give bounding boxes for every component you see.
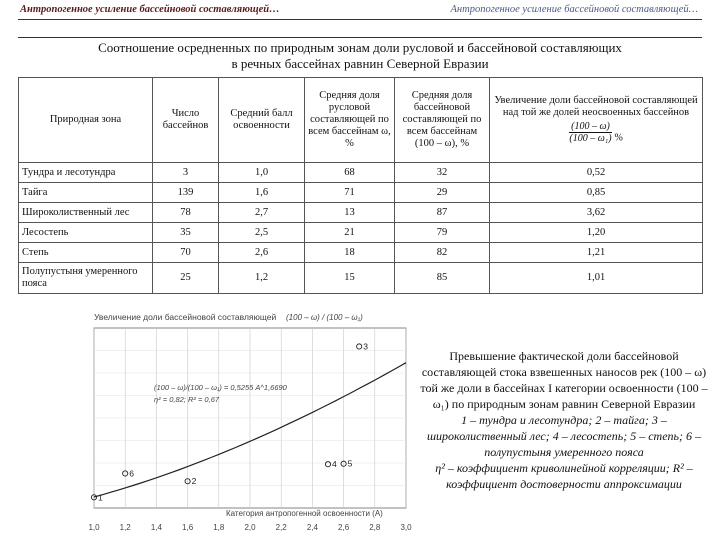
chart-background [14, 306, 414, 538]
x-tick-label: 2,6 [338, 523, 350, 532]
chart-x-axis-label: Категория антропогенной освоенности (A) [226, 509, 383, 518]
x-tick-label: 1,6 [182, 523, 194, 532]
cell-basin: 87 [395, 203, 490, 223]
cell-basin: 82 [395, 243, 490, 263]
x-tick-label: 3,0 [400, 523, 412, 532]
data-point-label-1: 1 [98, 492, 103, 503]
col-header-channel: Средняя доля русловой составляющей по всем бассейнам ω, % [305, 78, 395, 163]
cell-channel: 21 [305, 223, 395, 243]
cell-basin: 32 [395, 163, 490, 183]
data-point-label-3: 3 [363, 341, 368, 352]
cell-channel: 18 [305, 243, 395, 263]
cell-increase: 0,85 [490, 183, 703, 203]
title-divider [18, 37, 702, 38]
table-row [19, 223, 703, 243]
formula-numerator: (100 – ω) [571, 121, 610, 132]
caption-legend: 1 – тундра и лесотундра; 2 – тайга; 3 – широколиственный лес; 4 – лесостепь; 5 – степь; 6 – полупустыня умеренного пояса [426, 413, 701, 459]
cell-zone: Степь [19, 243, 153, 263]
table-title [30, 40, 690, 72]
cell-score: 1,6 [219, 183, 305, 203]
x-tick-label: 2,0 [244, 523, 256, 532]
table-title-line1: Соотношение осредненных по природным зонам доли русловой и бассейновой составляющих [98, 40, 622, 55]
table-row [19, 243, 703, 263]
formula-unit: % [614, 132, 623, 144]
col-header-basin: Средняя доля бассейновой составляющей по всем бассейнам (100 – ω), % [395, 78, 490, 163]
cell-zone: Лесостепь [19, 223, 153, 243]
trend-equation: (100 – ω)/(100 – ω₁) = 0,5255 A^1,6690 [154, 383, 287, 392]
header-left-title: Антропогенное усиление бассейновой составляющей… [20, 4, 280, 15]
data-table [18, 77, 703, 294]
cell-basin: 29 [395, 183, 490, 203]
cell-increase: 0,52 [490, 163, 703, 183]
header-right-title: Антропогенное усиление бассейновой составляющей… [450, 4, 698, 15]
table-header-row [19, 78, 703, 163]
trend-stats: η² = 0,82; R² = 0,67 [154, 395, 220, 404]
cell-score: 2,5 [219, 223, 305, 243]
cell-zone: Тайга [19, 183, 153, 203]
data-point-label-4: 4 [332, 459, 337, 470]
cell-count: 25 [153, 263, 219, 294]
cell-channel: 71 [305, 183, 395, 203]
cell-channel: 13 [305, 203, 395, 223]
scatter-chart [14, 306, 414, 538]
caption-note: η² – коэффициент криволинейной корреляции; R² – коэффициент достоверности аппроксимации [435, 461, 693, 491]
x-tick-label: 2,4 [306, 523, 318, 532]
cell-score: 1,0 [219, 163, 305, 183]
data-point-label-5: 5 [347, 458, 353, 469]
x-tick-label: 1,0 [88, 523, 100, 532]
cell-basin: 85 [395, 263, 490, 294]
cell-increase: 1,21 [490, 243, 703, 263]
cell-increase: 3,62 [490, 203, 703, 223]
cell-score: 1,2 [219, 263, 305, 294]
caption-main: Превышение фактической доли бассейновой составляющей стока взвешенных наносов рек (100 – ω) той же доли в бассейнах I категории освоенности (100 – ω₁) по природным зонам равнин Северной Евразии [420, 349, 708, 411]
col-header-increase-text: Увеличение доли бассейновой составляющей над той же долей неосвоенных бассейнов [494, 95, 698, 118]
cell-count: 35 [153, 223, 219, 243]
cell-basin: 79 [395, 223, 490, 243]
cell-count: 3 [153, 163, 219, 183]
col-header-count: Число бассейнов [153, 78, 219, 163]
table-row [19, 203, 703, 223]
table-row [19, 163, 703, 183]
figure-caption [414, 348, 714, 492]
increase-formula [569, 121, 612, 144]
cell-count: 78 [153, 203, 219, 223]
cell-zone: Полупустыня умеренного пояса [19, 263, 153, 294]
data-point-label-2: 2 [191, 476, 197, 487]
cell-zone: Широколиственный лес [19, 203, 153, 223]
chart-title-formula: (100 – ω) / (100 – ω₁) [286, 313, 363, 322]
cell-count: 70 [153, 243, 219, 263]
col-header-zone: Природная зона [19, 78, 153, 163]
x-tick-label: 1,4 [150, 523, 162, 532]
cell-zone: Тундра и лесотундра [19, 163, 153, 183]
cell-score: 2,6 [219, 243, 305, 263]
formula-denominator: (100 – ω₁) [569, 133, 612, 144]
col-header-score: Средний балл освоенности [219, 78, 305, 163]
cell-score: 2,7 [219, 203, 305, 223]
cell-channel: 15 [305, 263, 395, 294]
x-tick-label: 1,2 [119, 523, 131, 532]
cell-increase: 1,01 [490, 263, 703, 294]
cell-count: 139 [153, 183, 219, 203]
x-tick-label: 2,8 [369, 523, 381, 532]
x-tick-label: 2,2 [275, 523, 287, 532]
table-row [19, 183, 703, 203]
col-header-increase [490, 78, 703, 163]
chart-title: Увеличение доли бассейновой составляющей [94, 312, 277, 322]
table-title-line2: в речных бассейнах равнин Северной Евразии [231, 56, 489, 71]
cell-increase: 1,20 [490, 223, 703, 243]
x-tick-label: 1,8 [213, 523, 225, 532]
table-row [19, 263, 703, 294]
header-divider [18, 19, 702, 20]
data-point-label-6: 6 [129, 468, 134, 479]
cell-channel: 68 [305, 163, 395, 183]
